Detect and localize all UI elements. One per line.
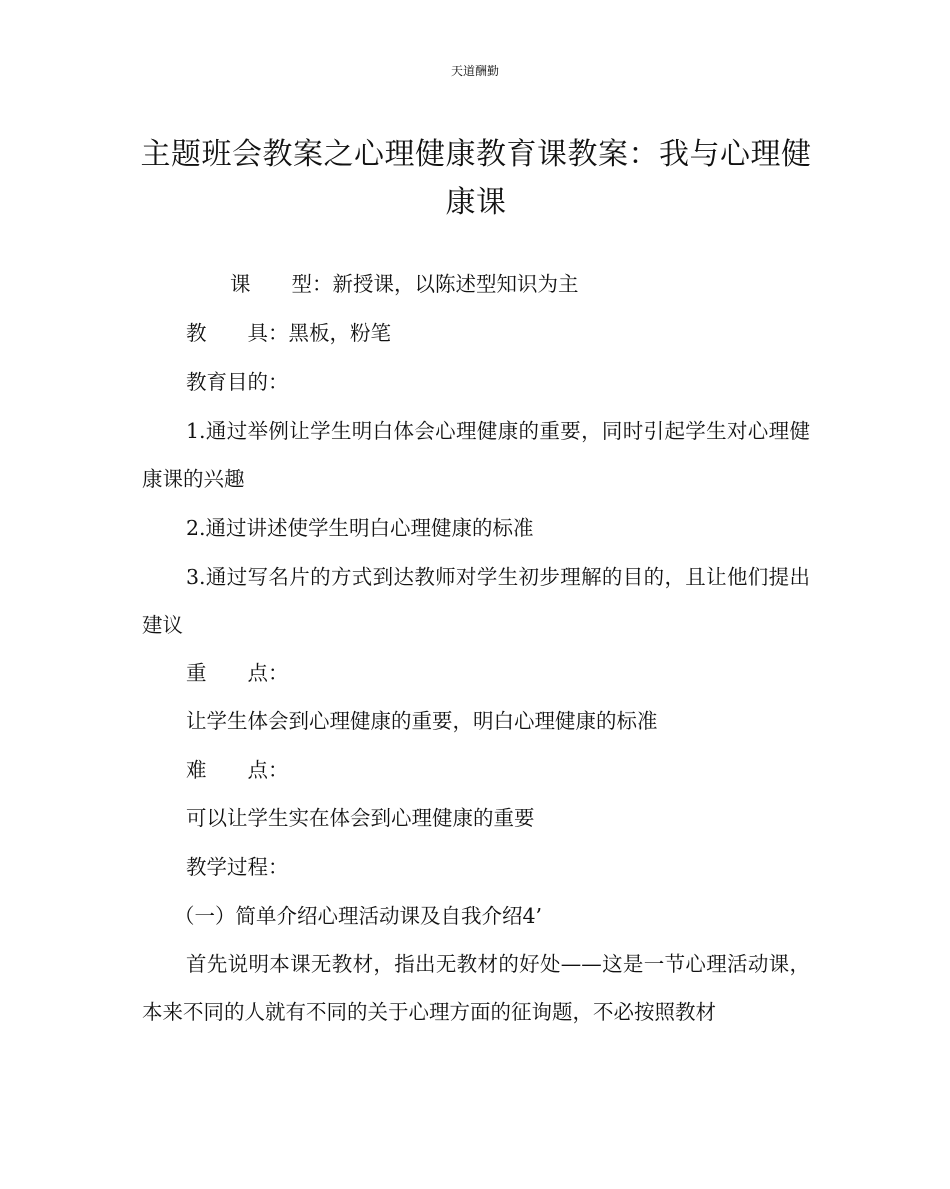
goal-item-3: 3.通过写名片的方式到达教师对学生初步理解的目的，且让他们提出建议 xyxy=(142,565,810,637)
goal-item-2: 2.通过讲述使学生明白心理健康的标准 xyxy=(186,516,534,540)
teaching-tools-line: 教 具：黑板，粉笔 xyxy=(186,321,391,345)
lesson-type-line: 课 型：新授课，以陈述型知识为主 xyxy=(230,272,579,296)
difficulty-text: 可以让学生实在体会到心理健康的重要 xyxy=(186,806,535,830)
education-goal-heading: 教育目的： xyxy=(186,370,289,394)
key-point-heading: 重 点： xyxy=(186,661,289,685)
page-header: 天道酬勤 xyxy=(450,64,499,78)
section-one-heading: （一）简单介绍心理活动课及自我介绍4’ xyxy=(174,904,543,928)
section-one-paragraph: 首先说明本课无教材，指出无教材的好处——这是一节心理活动课，本来不同的人就有不同的关于心理方面的征询题，不必按照教材 xyxy=(142,952,810,1024)
difficulty-heading: 难 点： xyxy=(186,758,289,782)
teaching-process-heading: 教学过程： xyxy=(186,855,289,879)
key-point-text: 让学生体会到心理健康的重要，明白心理健康的标准 xyxy=(186,709,658,733)
goal-item-1: 1.通过举例让学生明白体会心理健康的重要，同时引起学生对心理健康课的兴趣 xyxy=(142,419,810,491)
document-title: 主题班会教案之心理健康教育课教案：我与心理健康课 xyxy=(140,137,812,220)
